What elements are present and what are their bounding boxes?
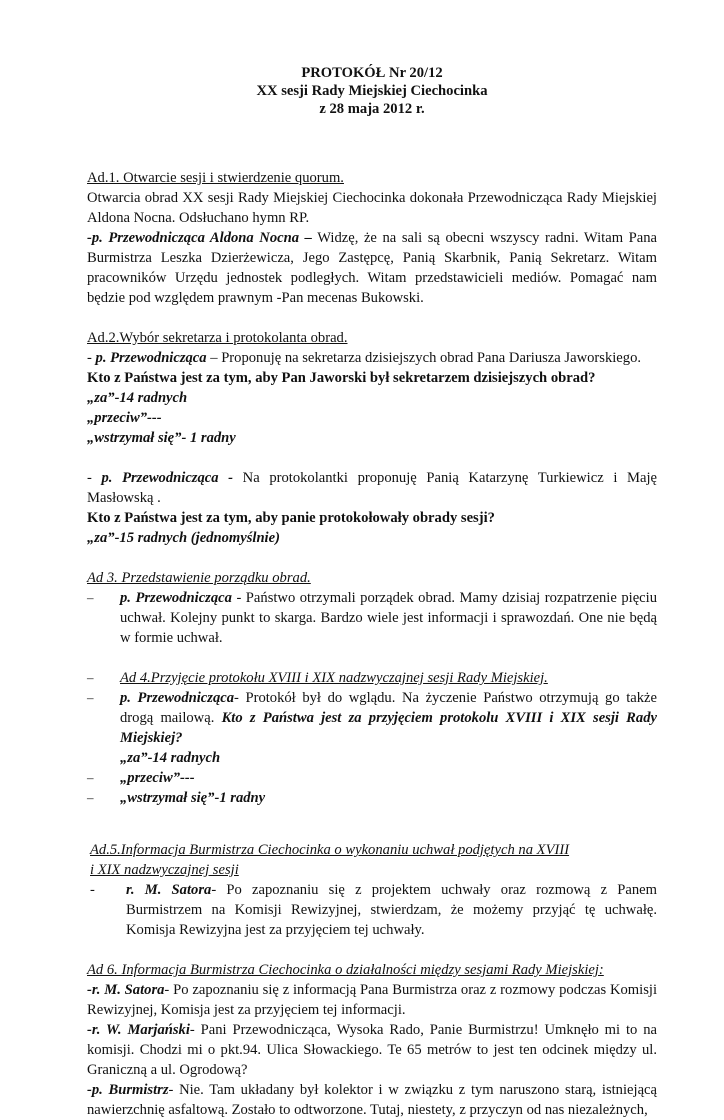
ad5-speech-item — [90, 880, 657, 940]
ad2-speech2-paragraph — [87, 468, 657, 508]
ad4-speech: - Protokół był do wglądu. Na życzenie Państwo otrzymują go także drogą mailową. — [120, 690, 657, 726]
ad5-heading-line2: i XIX nadzwyczajnej sesji — [90, 862, 239, 878]
ad4-vote-wstrzymal-item — [87, 788, 657, 808]
ad1-speech-paragraph — [87, 228, 657, 308]
ad4-vote-przeciw: „przeciw”--- — [120, 770, 195, 786]
ad3-speaker: p. Przewodnicząca — [120, 590, 232, 606]
ad3-dash: – — [87, 590, 94, 605]
session-date: z 28 maja 2012 r. — [319, 101, 425, 117]
ad2-speaker1: p. Przewodnicząca — [95, 350, 207, 366]
ad6-speaker2: -r. W. Marjański — [87, 1022, 190, 1038]
ad2-speaker1-prefix: - — [87, 350, 96, 366]
ad5-speaker: r. M. Satora — [126, 882, 212, 898]
ad5-heading-line1: Ad.5.Informacja Burmistrza Ciechocinka o wykonaniu uchwał podjętych na XVIII — [90, 842, 570, 858]
ad6-speech1-paragraph — [87, 980, 657, 1020]
protocol-number: PROTOKÓŁ Nr 20/12 — [301, 65, 443, 81]
ad1-speaker: -p. Przewodnicząca Aldona Nocna – — [87, 230, 312, 246]
ad2-speech2: Na protokolantki proponuję Panią Katarzynę Turkiewicz i Maję Masłowską . — [87, 470, 657, 506]
session-title: XX sesji Rady Miejskiej Ciechocinka — [256, 83, 488, 99]
ad5-dash: - — [90, 882, 95, 898]
ad4-heading: Ad 4.Przyjęcie protokołu XVIII i XIX nadzwyczajnej sesji Rady Miejskiej. — [120, 670, 548, 686]
ad4-question: Kto z Państwa jest za przyjęciem protokolu XVIII i XIX sesji Rady Miejskiej? — [120, 710, 657, 746]
ad3-list-item — [87, 588, 657, 648]
ad6-speaker3: -p. Burmistrz — [87, 1082, 169, 1098]
ad6-speech3-paragraph — [87, 1080, 657, 1120]
ad1-text: Otwarcia obrad XX sesji Rady Miejskiej Ciechocinka dokonała Przewodnicząca Rady Miejskiej Aldona Nocna. Odsłuchano hymn RP. — [87, 190, 657, 226]
ad4-heading-item — [87, 668, 657, 688]
ad2-speaker2: p. Przewodnicząca - — [101, 470, 234, 486]
ad3-speech: - Państwo otrzymali porządek obrad. Mamy dzisiaj rozpatrzenie pięciu uchwał. Kolejny punkt to skarga. Bardzo wiele jest informacji i sprawozdań. One nie będą w formie uchwał. — [120, 590, 657, 646]
ad6-speech1: - Po zapoznaniu się z informacją Pana Burmistrza oraz z rozmowy podczas Komisji Rewizyjnej, Komisja jest za przyjęciem tej informacji. — [87, 982, 657, 1018]
ad2-question2: Kto z Państwa jest za tym, aby panie protokołowały obrady sesji? — [87, 510, 495, 526]
ad4-heading-dash: – — [87, 670, 94, 685]
ad6-speech2-paragraph — [87, 1020, 657, 1080]
ad2-heading: Ad.2.Wybór sekretarza i protokolanta obrad. — [87, 330, 348, 346]
ad4-vote-za: „za”-14 radnych — [120, 750, 221, 766]
ad5-section — [87, 840, 657, 940]
document-page — [87, 64, 657, 1120]
ad2-speech1: – Proponuję na sekretarza dzisiejszych obrad Pana Dariusza Jaworskiego. — [206, 350, 642, 366]
ad4-vote-wstrzymal: „wstrzymał się”-1 radny — [120, 790, 266, 806]
ad2-speech1-paragraph — [87, 348, 657, 368]
ad2-question1: Kto z Państwa jest za tym, aby Pan Jaworski był sekretarzem dzisiejszych obrad? — [87, 370, 596, 386]
ad4-vote-przeciw-dash: – — [87, 770, 94, 785]
ad4-vote-przeciw-item — [87, 768, 657, 788]
ad1-heading: Ad.1. Otwarcie sesji i stwierdzenie quorum. — [87, 170, 344, 186]
ad6-speech3: - Nie. Tam układany był kolektor i w związku z tym naruszono starą, istniejącą nawierzchnię asfaltową. Zostało to odtworzone. Tutaj, niestety, z przyczyn od nas niezależnych, — [87, 1082, 658, 1118]
ad5-speech: - Po zapoznaniu się z projektem uchwały oraz rozmową z Panem Burmistrzem na Komisji Rewizyjnej, stwierdzam, że możemy przyjąć tę uchwałę. Komisja Rewizyjna jest za przyjęciem tej uchwały. — [126, 882, 658, 938]
ad2-speaker2-prefix: - — [87, 470, 102, 486]
ad6-heading: Ad 6. Informacja Burmistrza Ciechocinka o działalności między sesjami Rady Miejskiej: — [87, 962, 604, 978]
ad4-speaker: p. Przewodnicząca — [120, 690, 235, 706]
ad2-vote2-za: „za”-15 radnych (jednomyślnie) — [87, 530, 280, 546]
ad6-speech2: - Pani Przewodnicząca, Wysoka Rado, Panie Burmistrzu! Umknęło mi to na komisji. Chodzi mi o pkt.94. Ulica Słowackiego. Te 65 metrów to jest ten odcinek między ul. Graniczną a ul. Ogrodową? — [87, 1022, 657, 1078]
ad4-speech-item — [87, 688, 657, 748]
ad1-speech: Widzę, że na sali są obecni wszyscy radni. Witam Pana Burmistrza Leszka Dzierżewicza, Jego Zastępcę, Panią Skarbnik, Panią Sekretarz. Witam pracowników Urzędu jednostek podległych. Witam przedstawicieli mediów. Pomagać nam będzie pod względem prawnym -Pan mecenas Bukowski. — [87, 230, 657, 306]
ad2-vote1-przeciw: „przeciw”--- — [87, 410, 162, 426]
ad4-vote-wstrzymal-dash: – — [87, 790, 94, 805]
ad2-vote1-wstrzymal: „wstrzymał się”- 1 radny — [87, 430, 236, 446]
ad4-speech-dash: – — [87, 690, 94, 705]
ad6-speaker1: -r. M. Satora — [87, 982, 165, 998]
ad2-vote1-za: „za”-14 radnych — [87, 390, 188, 406]
document-header — [87, 64, 657, 118]
ad3-heading: Ad 3. Przedstawienie porządku obrad. — [87, 570, 311, 586]
